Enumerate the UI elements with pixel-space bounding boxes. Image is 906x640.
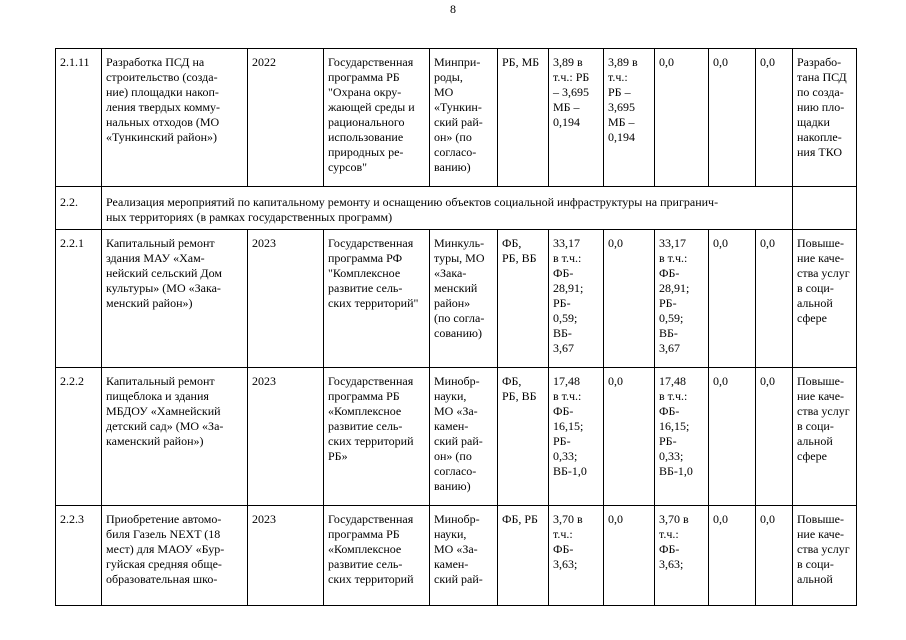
- item-number: 2.2.2: [56, 368, 102, 506]
- item-2025: 0,0: [756, 49, 793, 187]
- item-total: 33,17 в т.ч.: ФБ- 28,91; РБ- 0,59; ВБ- 3,67: [549, 230, 604, 368]
- item-name: Капитальный ремонт пищеблока и здания МБДОУ «Хамнейский детский сад» (МО «За- каменский район»): [102, 368, 248, 506]
- item-number: 2.2.1: [56, 230, 102, 368]
- item-2023: 3,70 в т.ч.: ФБ- 3,63;: [655, 506, 709, 606]
- item-program: Государственная программа РБ «Комплексное развитие сель- ских территорий РБ»: [324, 368, 430, 506]
- item-funding-source: ФБ, РБ: [498, 506, 549, 606]
- item-2023: 0,0: [655, 49, 709, 187]
- item-program: Государственная программа РФ "Комплексное развитие сель- ских территорий": [324, 230, 430, 368]
- item-result: Повыше- ние каче- ства услуг в соци- альной: [793, 506, 857, 606]
- section-title: Реализация мероприятий по капитальному ремонту и оснащению объектов социальной инфраструктуры на пригранич- ных территориях (в рамках государственных программ): [102, 187, 793, 230]
- item-2024: 0,0: [709, 49, 756, 187]
- item-program: Государственная программа РБ «Комплексное развитие сель- ских территорий: [324, 506, 430, 606]
- item-2022: 0,0: [604, 506, 655, 606]
- item-executor: Минобр- науки, МО «За- камен- ский рай- он» (по согласо- ванию): [430, 368, 498, 506]
- item-funding-source: ФБ, РБ, ВБ: [498, 230, 549, 368]
- item-name: Приобретение автомо- биля Газель NEXT (18 мест) для МАОУ «Бур- гуйская средняя обще- образовательная шко-: [102, 506, 248, 606]
- item-program: Государственная программа РБ "Охрана окру- жающей среды и рационального использование природных ре- сурсов": [324, 49, 430, 187]
- item-executor: Минпри- роды, МО «Тункин- ский рай- он» (по согласо- ванию): [430, 49, 498, 187]
- item-2024: 0,0: [709, 506, 756, 606]
- item-2024: 0,0: [709, 368, 756, 506]
- table-row: [56, 230, 857, 368]
- item-year: 2022: [248, 49, 324, 187]
- table-row: [56, 506, 857, 606]
- item-result: Разрабо- тана ПСД по созда- нию пло- щадки накопле- ния ТКО: [793, 49, 857, 187]
- item-name: Разработка ПСД на строительство (созда- ние) площадки накоп- ления твердых комму- нальных отходов (МО «Тункинский район»): [102, 49, 248, 187]
- item-2023: 17,48 в т.ч.: ФБ- 16,15; РБ- 0,33; ВБ-1,0: [655, 368, 709, 506]
- item-total: 3,89 в т.ч.: РБ – 3,695 МБ – 0,194: [549, 49, 604, 187]
- item-2022: 0,0: [604, 368, 655, 506]
- item-total: 3,70 в т.ч.: ФБ- 3,63;: [549, 506, 604, 606]
- page-number: 8: [450, 2, 456, 16]
- item-2022: 0,0: [604, 230, 655, 368]
- item-2022: 3,89 в т.ч.: РБ – 3,695 МБ – 0,194: [604, 49, 655, 187]
- item-result: Повыше- ние каче- ства услуг в соци- альной сфере: [793, 230, 857, 368]
- item-2025: 0,0: [756, 368, 793, 506]
- table-row: [56, 368, 857, 506]
- item-year: 2023: [248, 230, 324, 368]
- item-number: 2.1.11: [56, 49, 102, 187]
- item-total: 17,48 в т.ч.: ФБ- 16,15; РБ- 0,33; ВБ-1,0: [549, 368, 604, 506]
- item-result: Повыше- ние каче- ства услуг в соци- альной сфере: [793, 368, 857, 506]
- item-2024: 0,0: [709, 230, 756, 368]
- item-executor: Минобр- науки, МО «За- камен- ский рай-: [430, 506, 498, 606]
- section-number: 2.2.: [56, 187, 102, 230]
- item-funding-source: РБ, МБ: [498, 49, 549, 187]
- item-2025: 0,0: [756, 230, 793, 368]
- section-empty-cell: [793, 187, 857, 230]
- item-funding-source: ФБ, РБ, ВБ: [498, 368, 549, 506]
- item-2025: 0,0: [756, 506, 793, 606]
- item-executor: Минкуль- туры, МО «Зака- менский район» (по согла- сованию): [430, 230, 498, 368]
- item-name: Капитальный ремонт здания МАУ «Хам- нейский сельский Дом культуры» (МО «Зака- менский район»): [102, 230, 248, 368]
- item-number: 2.2.3: [56, 506, 102, 606]
- section-row: [56, 187, 857, 230]
- measures-table: [55, 48, 857, 606]
- item-year: 2023: [248, 368, 324, 506]
- item-2023: 33,17 в т.ч.: ФБ- 28,91; РБ- 0,59; ВБ- 3,67: [655, 230, 709, 368]
- item-year: 2023: [248, 506, 324, 606]
- table-row: [56, 49, 857, 187]
